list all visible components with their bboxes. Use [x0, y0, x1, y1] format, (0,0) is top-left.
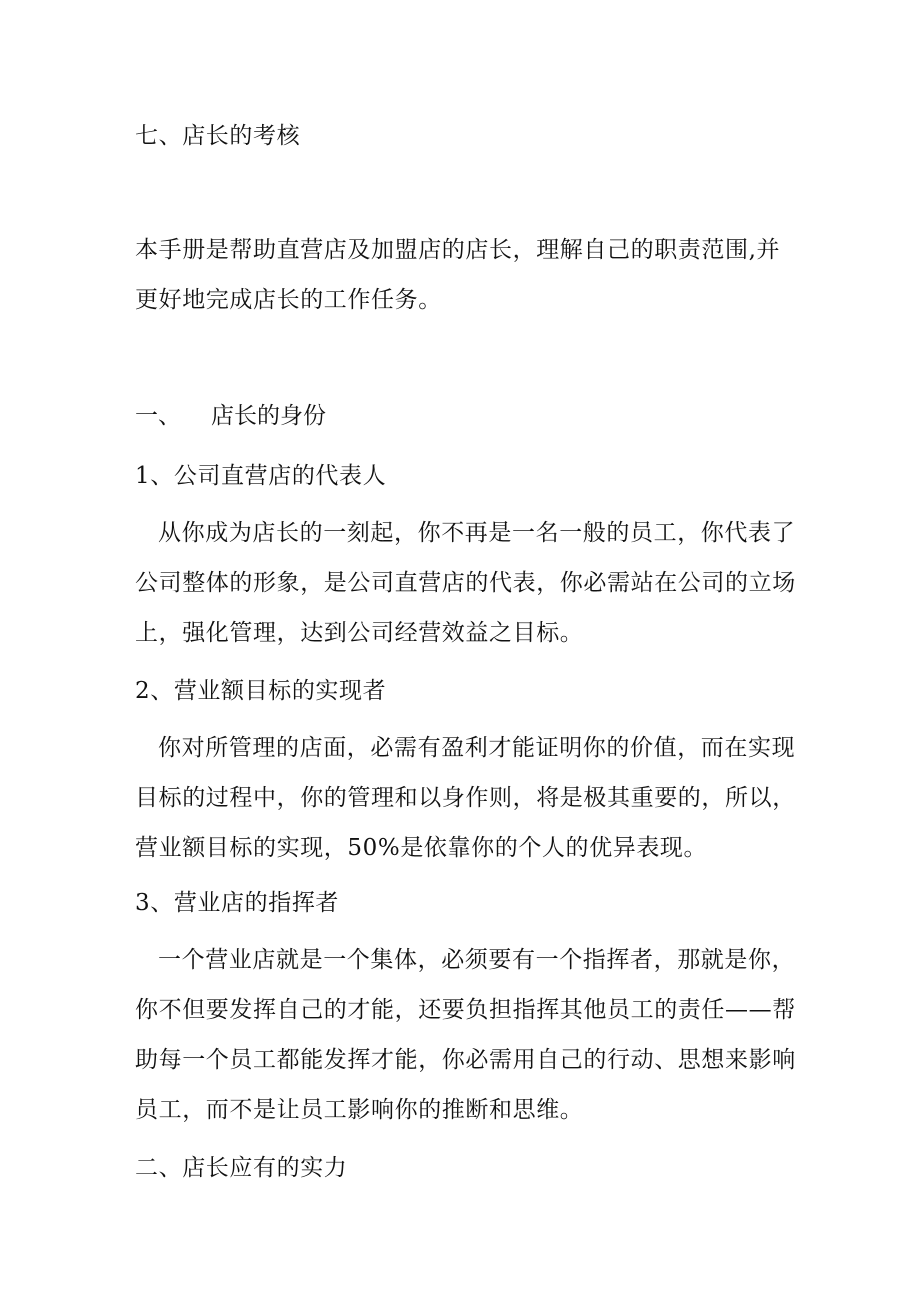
section-number: 一、 [135, 403, 181, 429]
section-heading-identity [135, 402, 326, 430]
item-2-line-2: 目标的过程中，你的管理和以身作则，将是极其重要的，所以， [135, 785, 796, 811]
item-2-line-1: 你对所管理的店面，必需有盈利才能证明你的价值，而在实现 [158, 735, 796, 761]
item-1-line-2: 公司整体的形象，是公司直营店的代表，你必需站在公司的立场 [135, 570, 796, 596]
item-1-title: 1、公司直营店的代表人 [135, 463, 387, 489]
item-3-line-4: 员工，而不是让员工影响你的推断和思维。 [135, 1097, 584, 1123]
item-2-title: 2、营业额目标的实现者 [135, 678, 387, 704]
heading-assessment: 七、店长的考核 [135, 123, 301, 149]
intro-line-2: 更好地完成店长的工作任务。 [135, 287, 442, 313]
heading-abilities: 二、店长应有的实力 [135, 1155, 348, 1181]
item-3-line-1: 一个营业店就是一个集体，必须要有一个指挥者，那就是你， [158, 947, 796, 973]
item-1-line-1: 从你成为店长的一刻起，你不再是一名一般的员工，你代表了 [158, 520, 796, 546]
item-3-line-2: 你不但要发挥自己的才能，还要负担指挥其他员工的责任——帮 [135, 997, 796, 1023]
intro-line-1: 本手册是帮助直营店及加盟店的店长，理解自己的职责范围,并 [135, 237, 781, 263]
section-title: 店长的身份 [211, 403, 326, 429]
item-1-line-3: 上，强化管理，达到公司经营效益之目标。 [135, 620, 584, 646]
item-3-line-3: 助每一个员工都能发挥才能，你必需用自己的行动、思想来影响 [135, 1047, 796, 1073]
item-3-title: 3、营业店的指挥者 [135, 890, 340, 916]
item-2-line-3: 营业额目标的实现，50%是依靠你的个人的优异表现。 [135, 835, 708, 861]
